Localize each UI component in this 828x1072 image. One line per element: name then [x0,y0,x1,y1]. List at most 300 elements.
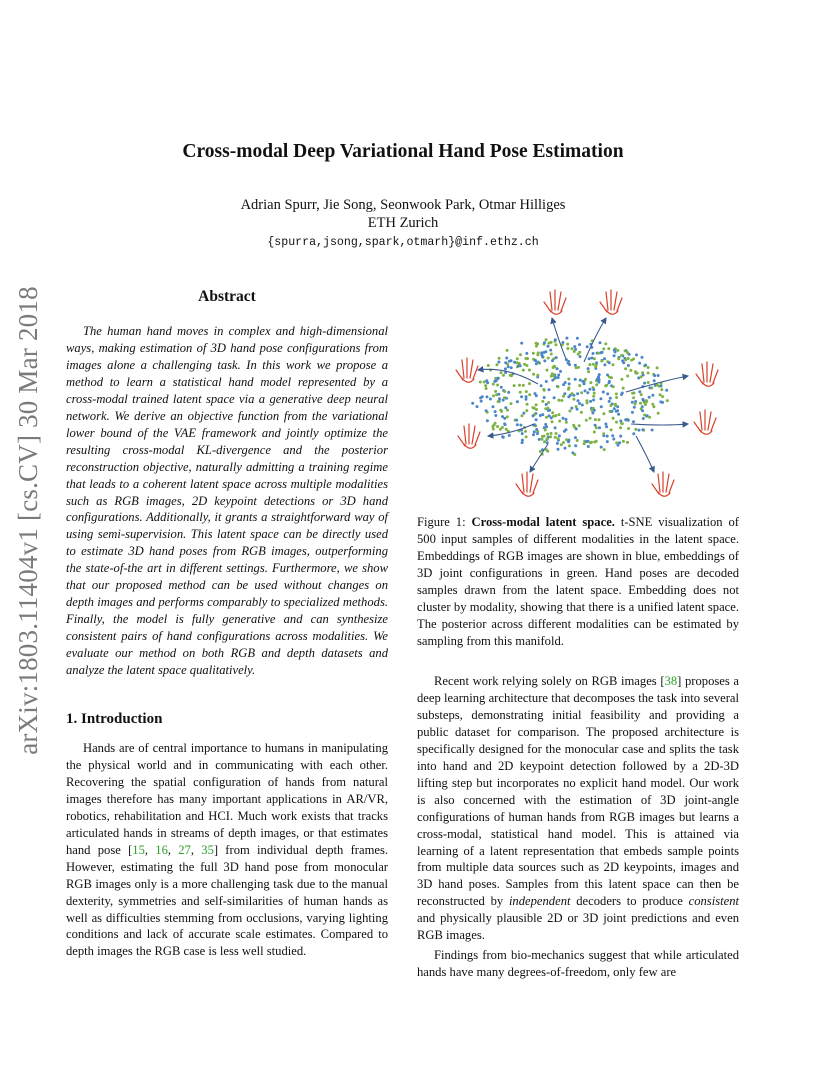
latent-point [562,441,565,444]
latent-point [588,388,591,391]
right-column-paragraph [417,673,739,944]
latent-point [497,377,500,380]
latent-point [567,395,570,398]
latent-point [572,398,575,401]
latent-point [591,412,594,415]
latent-point [597,352,600,355]
latent-point [541,438,544,441]
latent-point [566,343,569,346]
latent-point [574,444,577,447]
latent-point [518,384,521,387]
latent-point [503,396,506,399]
latent-point [546,369,549,372]
hand-fingers [458,424,480,446]
latent-point [523,363,526,366]
latent-point [534,359,537,362]
latent-point [579,355,582,358]
latent-point [547,401,550,404]
latent-point [605,425,608,428]
latent-point [500,386,503,389]
latent-point [503,422,506,425]
latent-point [586,345,589,348]
hand-pose-sketch [458,424,480,448]
arxiv-identifier-stamp [8,282,48,758]
latent-point [612,417,615,420]
latent-point [661,395,664,398]
latent-point [592,395,595,398]
latent-point [520,342,523,345]
hand-palm [462,378,474,382]
affiliation: ETH Zurich [367,215,439,231]
latent-point [583,442,586,445]
latent-point [566,347,569,350]
latent-point [651,429,654,432]
latent-point [551,379,554,382]
latent-point [492,394,495,397]
latent-point [548,388,551,391]
latent-point [619,420,622,423]
latent-point [581,404,584,407]
latent-point [639,402,642,405]
latent-point [522,412,525,415]
latent-point [551,359,554,362]
latent-point [554,338,557,341]
latent-point [528,393,531,396]
latent-point [612,363,615,366]
latent-point [550,353,553,356]
introduction-body [66,740,388,960]
latent-point [499,428,502,431]
latent-point [587,370,590,373]
latent-point [586,401,589,404]
latent-point [525,409,528,412]
latent-point [612,438,615,441]
latent-point [546,433,549,436]
latent-point [564,381,567,384]
latent-point [648,416,651,419]
latent-point [492,383,495,386]
hand-pose-sketch [694,410,716,434]
latent-point [603,363,606,366]
citation-separator: , [167,842,179,857]
latent-point [580,411,583,414]
latent-point [554,376,557,379]
latent-point [603,357,606,360]
latent-point [505,428,508,431]
latent-point [553,396,556,399]
latent-point [574,378,577,381]
latent-point [578,402,581,405]
latent-point [574,364,577,367]
latent-point [626,375,629,378]
latent-point [616,349,619,352]
latent-point [589,441,592,444]
latent-point [545,380,548,383]
latent-point [608,376,611,379]
latent-point [536,432,539,435]
latent-point [557,448,560,451]
latent-point [641,356,644,359]
latent-point [568,410,571,413]
latent-point [567,360,570,363]
latent-point [541,413,544,416]
latent-point [622,440,625,443]
latent-point [592,363,595,366]
latent-point [579,379,582,382]
hand-fingers [694,410,716,432]
latent-point [546,441,549,444]
citation-link[interactable]: 35 [201,842,214,857]
latent-point [516,400,519,403]
latent-point [520,395,523,398]
latent-point [587,445,590,448]
latent-point [632,358,635,361]
latent-point [543,341,546,344]
latent-point [516,423,519,426]
latent-point [547,345,550,348]
latent-point [647,372,650,375]
latent-point [659,400,662,403]
hand-fingers [516,472,538,494]
latent-point [500,371,503,374]
latent-point [594,424,597,427]
latent-point [497,400,500,403]
citation-link[interactable]: 15 [132,842,145,857]
latent-point [571,392,574,395]
hand-palm [702,382,714,386]
right-text-segment: ] proposes a deep learning architecture that decomposes the task into several substeps, demonstrating initial feasibility and providing a public dataset for comparison. The proposed architecture is specifically designed for the monocular case and splits the task into hand and 2D keypoint detection followed by a 2D-3D lifting step but incorporates no explicit hand model. Our work is also concerned with the estimation of 3D joint-angle configurations of human hands from RGB images but learns a cross-modal, statistical hand model. This is attained via learning of a latent representation that embeds sample points from multiple data sources such as 2D keypoints, images and 3D hand poses. Samples from this latent space can then be reconstructed by [417,674,740,909]
latent-point [537,361,540,364]
latent-point [604,342,607,345]
citation-link[interactable]: 27 [178,842,191,857]
latent-point [619,426,622,429]
latent-point [535,345,538,348]
latent-point [532,352,535,355]
latent-point [498,357,501,360]
decoder-arrow [552,318,566,359]
latent-point [544,350,547,353]
latent-point [555,432,558,435]
latent-point [598,418,601,421]
latent-point [595,383,598,386]
latent-point [576,337,579,340]
latent-point [593,441,596,444]
figure-caption-text: t-SNE visualization of 500 input samples of different modalities in the latent space. Embeddings of RGB images are shown in blue, embeddings of 3D joint configurations in green. Hand poses are decoded samples drawn from the latent space. Embedding does not cluster by modality, showing that there is a unified latent space. The posterior across different modalities can be estimated by sampling from this manifold. [417,515,739,648]
latent-point [554,426,557,429]
latent-point [660,385,663,388]
decoder-arrows [478,318,688,472]
hand-fingers [544,290,566,312]
latent-point [571,347,574,350]
latent-point [638,390,641,393]
latent-point [620,378,623,381]
latent-point [557,385,560,388]
latent-point [641,409,644,412]
latent-point [521,441,524,444]
latent-point [614,404,617,407]
latent-point [560,399,563,402]
latent-point [564,447,567,450]
latent-point [494,410,497,413]
latent-point [642,374,645,377]
latent-point [627,419,630,422]
latent-point [543,440,546,443]
intro-text-segment: ] from individual depth frames. However, estimating the full 3D hand pose from monocular RGB images only is a more challenging task due to the manual dexterity, symmetries and self-similarities of human hands as well as difficulties stemming from occlusions, varying lighting conditions and lack of accurate scale estimates. Compared to depth images the RGB case is less well studied. [66,842,389,959]
latent-point [507,365,510,368]
latent-point [621,359,624,362]
latent-point [528,382,531,385]
latent-point [535,403,538,406]
latent-point [651,394,654,397]
latent-point [497,393,500,396]
latent-point [624,367,627,370]
latent-point [543,435,546,438]
citation-separator: , [144,842,156,857]
latent-point [624,418,627,421]
latent-point [598,378,601,381]
introduction-paragraph [66,740,388,960]
right-column-paragraph: Findings from bio-mechanics suggest that while articulated hands have many degrees-of-freedom, only few are [417,948,739,980]
latent-point [606,392,609,395]
latent-point [504,361,507,364]
latent-point [599,397,602,400]
latent-point [616,409,619,412]
latent-point [602,432,605,435]
latent-point [582,380,585,383]
latent-point [629,369,632,372]
paper-title: Cross-modal Deep Variational Hand Pose Estimation [182,141,624,162]
latent-point [507,391,510,394]
latent-point [589,417,592,420]
arxiv-identifier-text: arXiv:1803.11404v1 [cs.CV] 30 Mar 2018 [12,285,43,755]
section-heading-introduction: 1. Introduction [66,711,163,727]
latent-point [648,396,651,399]
latent-point [626,441,629,444]
latent-point [528,369,531,372]
latent-point [559,370,562,373]
latent-point [643,382,646,385]
latent-point [593,431,596,434]
latent-point [536,353,539,356]
latent-point [496,384,499,387]
latent-point [627,357,630,360]
hand-palm [550,310,562,314]
decoder-arrow [584,318,606,362]
latent-point [525,352,528,355]
right-text-segment: and physically plausible 2D or 3D joint predictions and even RGB images. [417,911,739,943]
citation-link[interactable]: 38 [664,674,678,688]
latent-point [599,341,602,344]
latent-point [506,415,509,418]
latent-point [609,397,612,400]
latent-point [513,384,516,387]
latent-point [631,392,634,395]
latent-point [593,409,596,412]
latent-point [578,351,581,354]
latent-point [510,402,513,405]
latent-point [551,411,554,414]
latent-point [533,407,536,410]
latent-point [535,418,538,421]
figure-caption [417,514,739,650]
latent-point [641,428,644,431]
latent-point [485,387,488,390]
latent-point [532,433,535,436]
latent-point [525,435,528,438]
latent-point [549,349,552,352]
latent-point [611,434,614,437]
latent-point [484,384,487,387]
latent-point [600,360,603,363]
latent-point [604,423,607,426]
latent-point [522,369,525,372]
latent-point [606,435,609,438]
latent-point [594,366,597,369]
latent-point [504,367,507,370]
citation-separator: , [190,842,202,857]
latent-point [510,374,513,377]
hand-fingers [696,362,718,384]
latent-point [471,402,474,405]
hand-palm [700,430,712,434]
latent-point [656,366,659,369]
latent-point [545,416,548,419]
latent-point [568,444,571,447]
latent-point [493,380,496,383]
latent-point [617,357,620,360]
latent-point [479,396,482,399]
latent-point [519,364,522,367]
latent-point [647,381,650,384]
latent-point [568,382,571,385]
latent-point [578,424,581,427]
latent-point [556,442,559,445]
latent-point [513,361,516,364]
latent-point [660,388,663,391]
latent-point [567,440,570,443]
latent-point [479,381,482,384]
latent-point [589,400,592,403]
latent-point [602,391,605,394]
latent-point [588,363,591,366]
latent-point [558,434,561,437]
hand-fingers [600,290,622,312]
latent-point [620,393,623,396]
latent-point [631,411,634,414]
latent-space-figure [426,284,726,514]
latent-point [540,354,543,357]
latent-point [532,373,535,376]
latent-point [606,440,609,443]
latent-point [525,395,528,398]
latent-point [486,395,489,398]
figure-label: Figure 1: [417,515,472,529]
right-column-body [417,673,739,981]
latent-point [494,390,497,393]
latent-point [533,430,536,433]
latent-point [589,381,592,384]
latent-point [510,359,513,362]
latent-point [546,437,549,440]
latent-point [666,399,669,402]
latent-point [521,432,524,435]
latent-point [505,357,508,360]
latent-point [516,357,519,360]
latent-point [570,407,573,410]
latent-point [526,403,529,406]
latent-scatter-points [471,337,669,456]
latent-point [592,399,595,402]
latent-point [627,364,630,367]
latent-point [525,390,528,393]
latent-point [532,414,535,417]
latent-point [485,409,488,412]
latent-point [541,400,544,403]
abstract-heading: Abstract [198,288,256,305]
latent-point [501,415,504,418]
latent-point [576,439,579,442]
latent-point [619,435,622,438]
latent-point [635,353,638,356]
latent-point [634,400,637,403]
latent-point [593,392,596,395]
latent-point [557,374,560,377]
figure-caption-title: Cross-modal latent space. [471,515,615,529]
latent-point [590,409,593,412]
latent-point [555,356,558,359]
latent-point [632,432,635,435]
latent-point [547,357,550,360]
latent-point [519,424,522,427]
latent-point [601,351,604,354]
figure-caption-paragraph [417,514,739,650]
emphasis-text: consistent [688,894,739,909]
latent-point [556,367,559,370]
hand-palm [522,492,534,496]
latent-point [538,438,541,441]
latent-point [519,391,522,394]
right-text-segment: decoders to produce [570,894,689,909]
abstract-paragraph: The human hand moves in complex and high-dimensional ways, making estimation of 3D hand pose configurations from images alone a challenging task. In this work we propose a method to learn a statistical hand model represented by a cross-modal trained latent space via a generative deep neural network. We derive an objective function from the variational lower bound of the VAE framework and jointly optimize the resulting cross-modal KL-divergence and the posterior reconstruction objective, naturally admitting a training regime that leads to a coherent latent space across multiple modalities such as RGB images, 2D keypoint detections or 3D hand configurations. Additionally, it grants a straightforward way of using semi-supervision. This latent space can be directly used to estimate 3D hand poses from RGB images, outperforming the state-of-the art in different settings. Furthermore, we show that our proposed method can be used without changes on depth images and performs comparably to specialized methods. Finally, the model is fully generative and can synthesize consistent pairs of hand configurations across modalities. We evaluate our method on both RGB and depth datasets and analyze the latent space qualitatively. [66,324,388,678]
latent-point [492,428,495,431]
abstract-body [66,323,388,679]
latent-point [500,410,503,413]
latent-point [573,345,576,348]
latent-point [491,425,494,428]
latent-point [600,405,603,408]
latent-point [502,374,505,377]
latent-point [608,400,611,403]
latent-point [632,396,635,399]
latent-point [621,422,624,425]
latent-point [521,414,524,417]
latent-point [588,357,591,360]
latent-point [645,400,648,403]
latent-point [602,412,605,415]
latent-point [605,384,608,387]
latent-point [503,390,506,393]
latent-point [617,413,620,416]
latent-point [498,397,501,400]
citation-link[interactable]: 16 [155,842,168,857]
hand-fingers [456,358,478,380]
latent-point [565,428,568,431]
latent-point [607,347,610,350]
hand-pose-sketch [600,290,622,314]
latent-point [486,381,489,384]
latent-point [524,430,527,433]
latent-point [598,426,601,429]
